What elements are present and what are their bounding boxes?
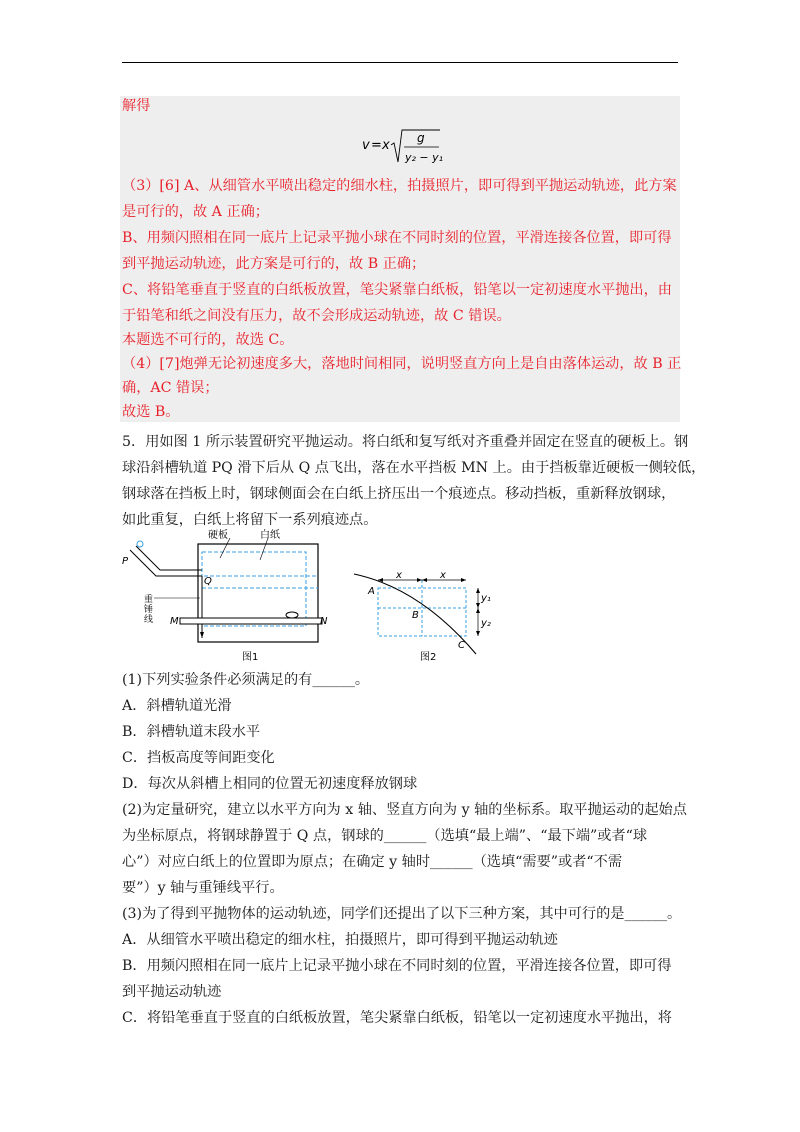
baffle-mn [180,618,322,624]
label-y1: y₁ [481,593,491,604]
answer-line: 本题选不可行的，故选 C。 [122,332,294,348]
label-point-b: B [412,610,419,621]
formula-denominator: y₂ − y₁ [405,151,444,164]
question-intro-line: 如此重复，白纸上将留下一系列痕迹点。 [122,512,378,528]
question-option: 到平抛运动轨迹 [122,984,222,1000]
label-m: M [170,616,179,627]
answer-line: C、将铅笔垂直于竖直的白纸板放置，笔尖紧靠白纸板，铅笔以一定初速度水平抛出，由 [122,282,672,298]
question-intro-line: 钢球落在挡板上时，钢球侧面会在白纸上挤压出一个痕迹点。移动挡板，重新释放钢球， [122,486,676,502]
caption-figure-2: 图2 [420,652,437,663]
question-option: C．挡板高度等间距变化 [122,750,275,766]
velocity-formula [360,128,480,166]
header-rule [122,62,678,63]
answer-line: 故选 B。 [122,404,180,420]
label-plumb-2: 锤 [144,605,154,615]
question-option: A．从细管水平喷出稳定的细水柱，拍摄照片，即可得到平抛运动轨迹 [122,932,558,948]
answer-solve-label: 解得 [122,98,151,114]
label-plumb-1: 重 [144,595,154,605]
question-option: C．将铅笔垂直于竖直的白纸板放置，笔尖紧靠白纸板，铅笔以一定初速度水平抛出，将 [122,1010,672,1026]
question-line: (1)下列实验条件必须满足的有______。 [122,672,370,688]
question-line: (2)为定量研究，建立以水平方向为 x 轴、竖直方向为 y 轴的坐标系。取平抛运动的起始点 [122,802,687,818]
label-x-1: x [396,570,402,581]
figure-2-trajectory [354,570,491,663]
label-p: P [122,556,129,567]
question-option: B．斜槽轨道末段水平 [122,724,261,740]
question-option: B．用频闪照相在同一底片上记录平抛小球在不同时刻的位置，平滑连接各位置，即可得 [122,958,672,974]
answer-line: （4）[7]炮弹无论初速度多大，落地时间相同，说明竖直方向上是自由落体运动，故 B 正 [122,356,682,372]
label-point-c: C [458,640,465,651]
hard-board [198,544,318,642]
question-line: 要”）y 轴与重锤线平行。 [122,880,284,896]
label-y2: y₂ [481,618,491,629]
answer-line: 到平抛运动轨迹，此方案是可行的，故 B 正确； [122,256,426,272]
question-line: 心”）对应白纸上的位置即为原点；在确定 y 轴时______（选填“需要”或者“不需 [122,854,623,870]
figure-1-apparatus [122,528,328,663]
formula-numerator: g [417,131,425,145]
label-q: Q [204,576,212,587]
label-white-paper: 白纸 [260,530,280,541]
question-line: (3)为了得到平抛物体的运动轨迹，同学们还提出了以下三种方案，其中可行的是______。 [122,906,682,922]
formula-lhs: v [362,138,370,153]
question-intro-line: 5．用如图 1 所示装置研究平抛运动。将白纸和复写纸对齐重叠并固定在竖直的硬板上。钢 [122,434,689,450]
chute-track-top [130,550,202,576]
answer-line: 是可行的，故 A 正确； [122,204,269,220]
answer-line: B、用频闪照相在同一底片上记录平抛小球在不同时刻的位置，平滑连接各位置，即可得 [122,230,672,246]
label-x-2: x [440,570,446,581]
answer-line: 于铅笔和纸之间没有压力，故不会形成运动轨迹，故 C 错误。 [122,308,511,324]
label-point-a: A [368,586,375,597]
answer-line: 确，AC 错误； [122,380,219,396]
formula-eq: = [371,138,382,153]
label-hard-board: 硬板 [208,530,228,541]
formula-x: x [382,138,390,153]
label-plumb-3: 线 [144,615,154,625]
question-intro-line: 球沿斜槽轨道 PQ 滑下后从 Q 点飞出，落在水平挡板 MN 上。由于挡板靠近硬板一侧较低， [122,460,706,476]
question-line: 为坐标原点，将钢球静置于 Q 点，钢球的______（选填“最上端”、“最下端”或者“球 [122,828,648,844]
question-option: A．斜槽轨道光滑 [122,698,232,714]
steel-ball [286,612,298,618]
experiment-figure [120,528,540,668]
label-n: N [320,616,328,627]
answer-line: （3）[6] A、从细管水平喷出稳定的细水柱，拍摄照片，即可得到平抛运动轨迹，此方案 [122,178,677,194]
question-option: D．每次从斜槽上相同的位置无初速度释放钢球 [122,776,418,792]
caption-figure-1: 图1 [242,652,259,663]
